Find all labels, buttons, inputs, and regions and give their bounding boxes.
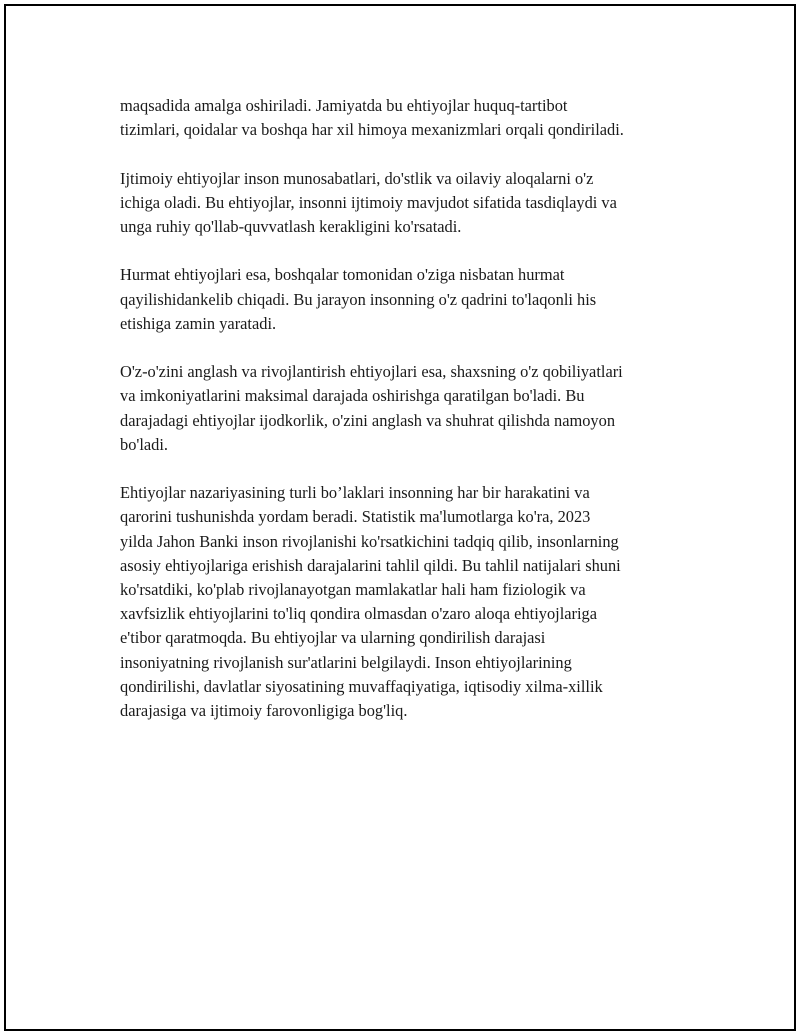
text-line: insoniyatning rivojlanish sur'atlarini belgilaydi. Inson ehtiyojlarining — [120, 652, 572, 672]
paragraph — [120, 481, 700, 723]
text-line: yilda Jahon Banki inson rivojlanishi ko'rsatkichini tadqiq qilib, insonlarning — [120, 531, 619, 551]
text-line: va imkoniyatlarini maksimal darajada oshirishga qaratilgan bo'ladi. Bu — [120, 386, 585, 406]
text-line: tizimlari, qoidalar va boshqa har xil himoya mexanizmlari orqali qondiriladi. — [120, 120, 624, 140]
text-line: etishiga zamin yaratadi. — [120, 313, 277, 333]
text-line: asosiy ehtiyojlariga erishish darajalarini tahlil qildi. Bu tahlil natijalari shuni — [120, 555, 621, 575]
text-line: maqsadida amalga oshiriladi. Jamiyatda bu ehtiyojlar huquq-tartibot — [120, 96, 568, 115]
text-line: e'tibor qaratmoqda. Bu ehtiyojlar va ularning qondirilish darajasi — [120, 628, 546, 648]
document-page — [4, 4, 796, 1031]
text-line: qarorini tushunishda yordam beradi. Statistik ma'lumotlarga ko'ra, 2023 — [120, 507, 591, 527]
text-line: ko'rsatdiki, ko'plab rivojlanayotgan mamlakatlar hali ham fiziologik va — [120, 580, 586, 599]
text-line: xavfsizlik ehtiyojlarini to'liq qondira olmasdan o'zaro aloqa ehtiyojlariga — [120, 604, 598, 624]
paragraph — [120, 263, 700, 336]
text-line: bo'ladi. — [120, 434, 169, 454]
text-line: Ehtiyojlar nazariyasining turli bo’laklari insonning har bir harakatini va — [120, 483, 590, 503]
text-line: Ijtimoiy ehtiyojlar inson munosabatlari, do'stlik va oilaviy aloqalarni o'z — [120, 168, 594, 188]
paragraph — [120, 360, 700, 457]
text-line: qondirilishi, davlatlar siyosatining muvaffaqiyatiga, iqtisodiy xilma-xillik — [120, 676, 603, 696]
text-line: darajadagi ehtiyojlar ijodkorlik, o'zini anglash va shuhrat qilishda namoyon — [120, 410, 616, 430]
paragraph — [120, 94, 700, 142]
paragraph — [120, 167, 700, 240]
text-line: O'z-o'zini anglash va rivojlantirish ehtiyojlari esa, shaxsning o'z qobiliyatlari — [120, 362, 623, 382]
text-line: darajasiga va ijtimoiy farovonligiga bog'liq. — [120, 701, 408, 721]
text-line: Hurmat ehtiyojlari esa, boshqalar tomonidan o'ziga nisbatan hurmat — [120, 265, 565, 285]
document-body — [120, 94, 700, 747]
text-line: unga ruhiy qo'llab-quvvatlash kerakligini ko'rsatadi. — [120, 217, 462, 236]
text-line: ichiga oladi. Bu ehtiyojlar, insonni ijtimoiy mavjudot sifatida tasdiqlaydi va — [120, 192, 617, 212]
text-line: qayilishidankelib chiqadi. Bu jarayon insonning o'z qadrini to'laqonli his — [120, 289, 597, 309]
